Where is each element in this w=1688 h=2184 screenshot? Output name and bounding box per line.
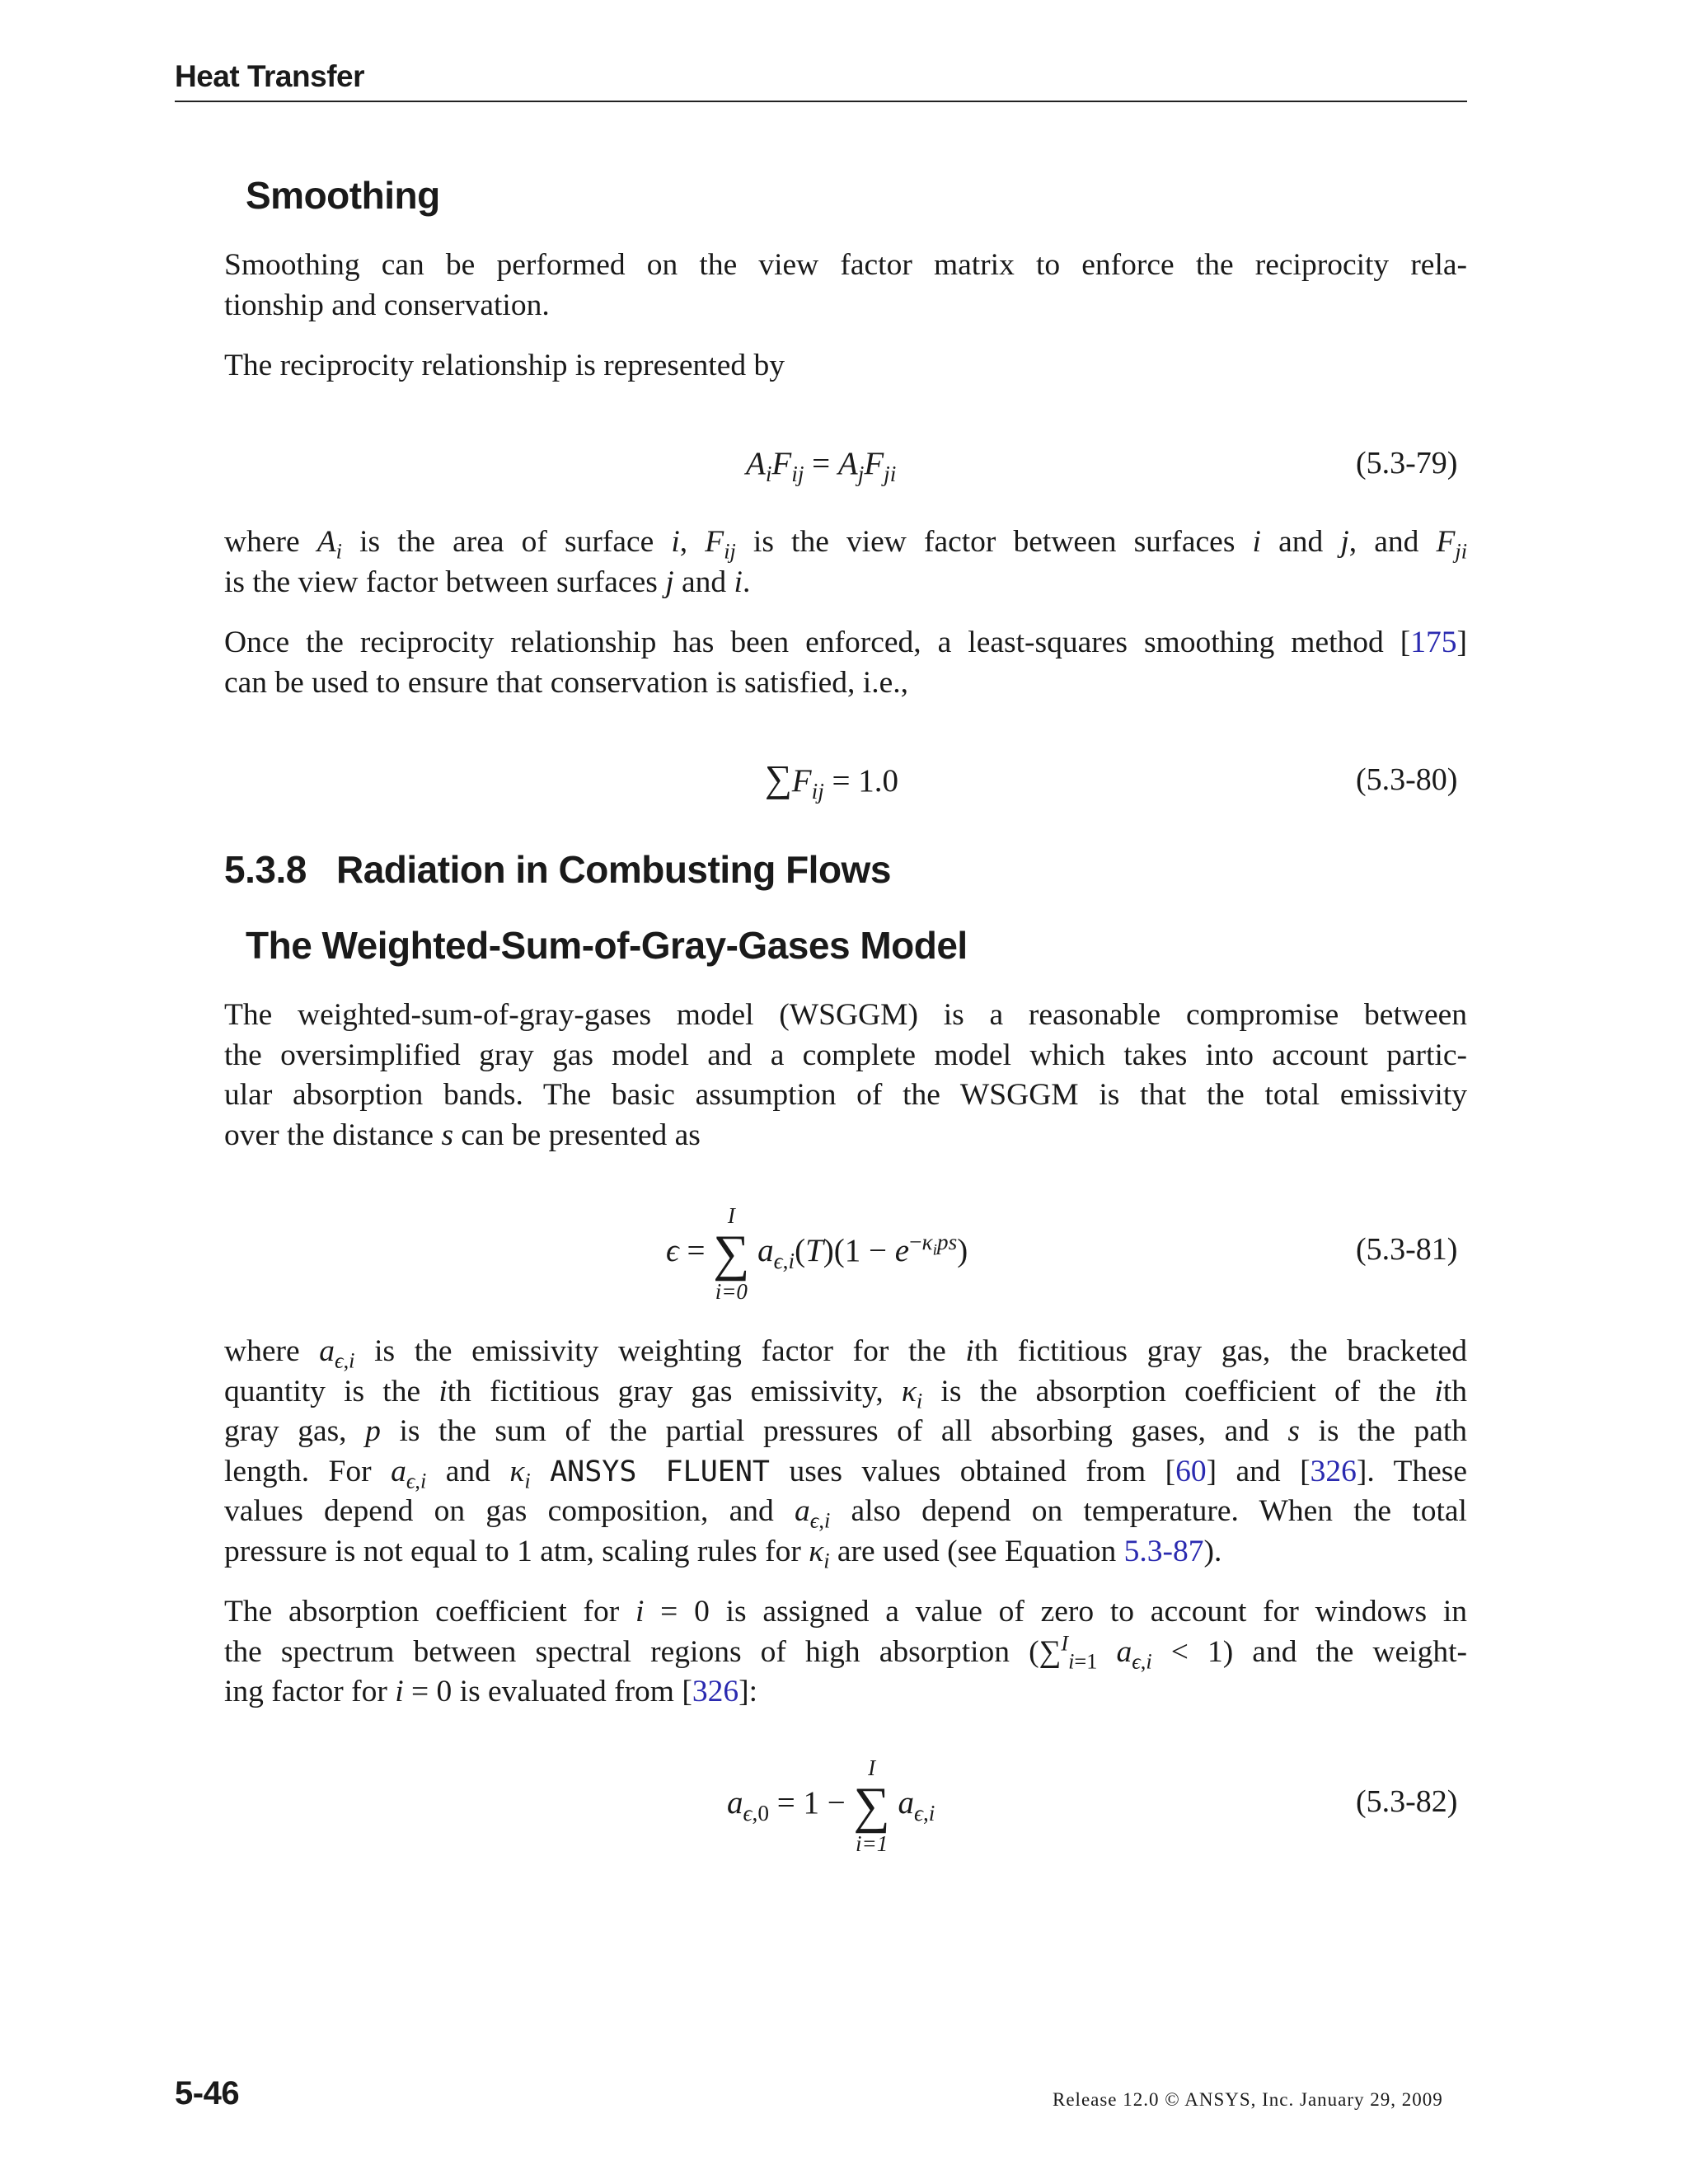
equation-number-5-3-82: (5.3-82) xyxy=(1356,1784,1458,1819)
citation-link[interactable]: 60 xyxy=(1175,1454,1207,1488)
equation-5-3-81: ϵ = I ∑ i=0 $a_{\epsilon,i}(T)(1 - e^{-\kappa_ips})$ xyxy=(666,1203,968,1304)
header-rule xyxy=(175,101,1467,102)
smoothing-paragraph-line-2: tionship and conservation. xyxy=(224,288,550,322)
release-footer: Release 12.0 © ANSYS, Inc. January 29, 2009 xyxy=(1053,2089,1443,2110)
equation-number-5-3-80: (5.3-80) xyxy=(1356,762,1458,797)
conservation-paragraph: Once the reciprocity relationship has been enforced, a least-squares smoothing method [175] can be used to ensure that conservation is satisfied, i.e., xyxy=(224,626,1467,700)
citation-link[interactable]: 175 xyxy=(1410,626,1457,659)
equation-number-5-3-79: (5.3-79) xyxy=(1356,446,1458,480)
product-name: ANSYS FLUENT xyxy=(550,1455,770,1488)
equation-5-3-82: $a_{\epsilon,0} = 1$ − I ∑ i=1 $a_{\epsilon,i}$ xyxy=(727,1755,935,1856)
section-number: 5.3.8 xyxy=(224,848,307,891)
citation-link[interactable]: 326 xyxy=(1310,1454,1357,1488)
smoothing-heading: Smoothing xyxy=(246,174,440,217)
smoothing-paragraph xyxy=(224,246,1467,326)
equation-number-5-3-81: (5.3-81) xyxy=(1356,1232,1458,1267)
equation-5-3-79: $A_iF_{ij} = A_jF_{ji}$ xyxy=(746,446,897,486)
citation-link[interactable]: 326 xyxy=(692,1675,739,1708)
reciprocity-explanation: where $A_i$ is the area of surface i, $F_{ij}$ is the view factor between surfaces i and j, and $F_{ji}$ is the view factor between surfaces j and i. xyxy=(224,525,1468,599)
equation-5-3-80: $\sum F_{ij} = 1.0$ xyxy=(765,757,899,804)
running-header: Heat Transfer xyxy=(175,59,364,93)
absorption-paragraph: The absorption coefficient for i = 0 is assigned a value of zero to account for windows in the spectrum between spectral regions of high absorption (∑$^I_{i=1}$ $a_{\epsilon,i} < 1$) and the weight- ing factor for i = 0 is evaluated from [326]: xyxy=(224,1595,1467,1708)
wsggm-intro: The weighted-sum-of-gray-gases model (WSGGM) is a reasonable compromise between the oversimplified gray gas model and a complete model which takes into account partic- ular absorption bands. The basic assumption of the WSGGM is that the total emissivity over the distance s can be presented as xyxy=(224,998,1467,1152)
section-title: Radiation in Combusting Flows xyxy=(336,848,891,891)
wsggm-heading: The Weighted-Sum-of-Gray-Gases Model xyxy=(246,924,968,967)
equation-link[interactable]: 5.3-87 xyxy=(1123,1534,1204,1568)
smoothing-paragraph-line-1: Smoothing can be performed on the view factor matrix to enforce the reciprocity rela- xyxy=(224,248,1467,282)
reciprocity-intro: The reciprocity relationship is represented by xyxy=(224,349,785,382)
page-number: 5-46 xyxy=(175,2075,240,2111)
wsggm-explanation: where $a_{\epsilon,i}$ is the emissivity weighting factor for the ith fictitious gray gas, the bracketed quantity is the ith fictitious gray gas emissivity, $\kappa_i$ is the absorption coefficient of the ith gray gas, p is the sum of the partial pressures of all absorbing gases, and s is the path length. For $a_{\epsilon,i}$ and $\kappa_i$ ANSYS FLUENT uses values obtained from [60] and [326]. These values depend on gas composition, and $a_{\epsilon,i}$ also depend on temperature. When the total pressure is not equal to 1 atm, scaling rules for $\kappa_i$ are used (see Equation 5.3-87). xyxy=(224,1334,1468,1572)
